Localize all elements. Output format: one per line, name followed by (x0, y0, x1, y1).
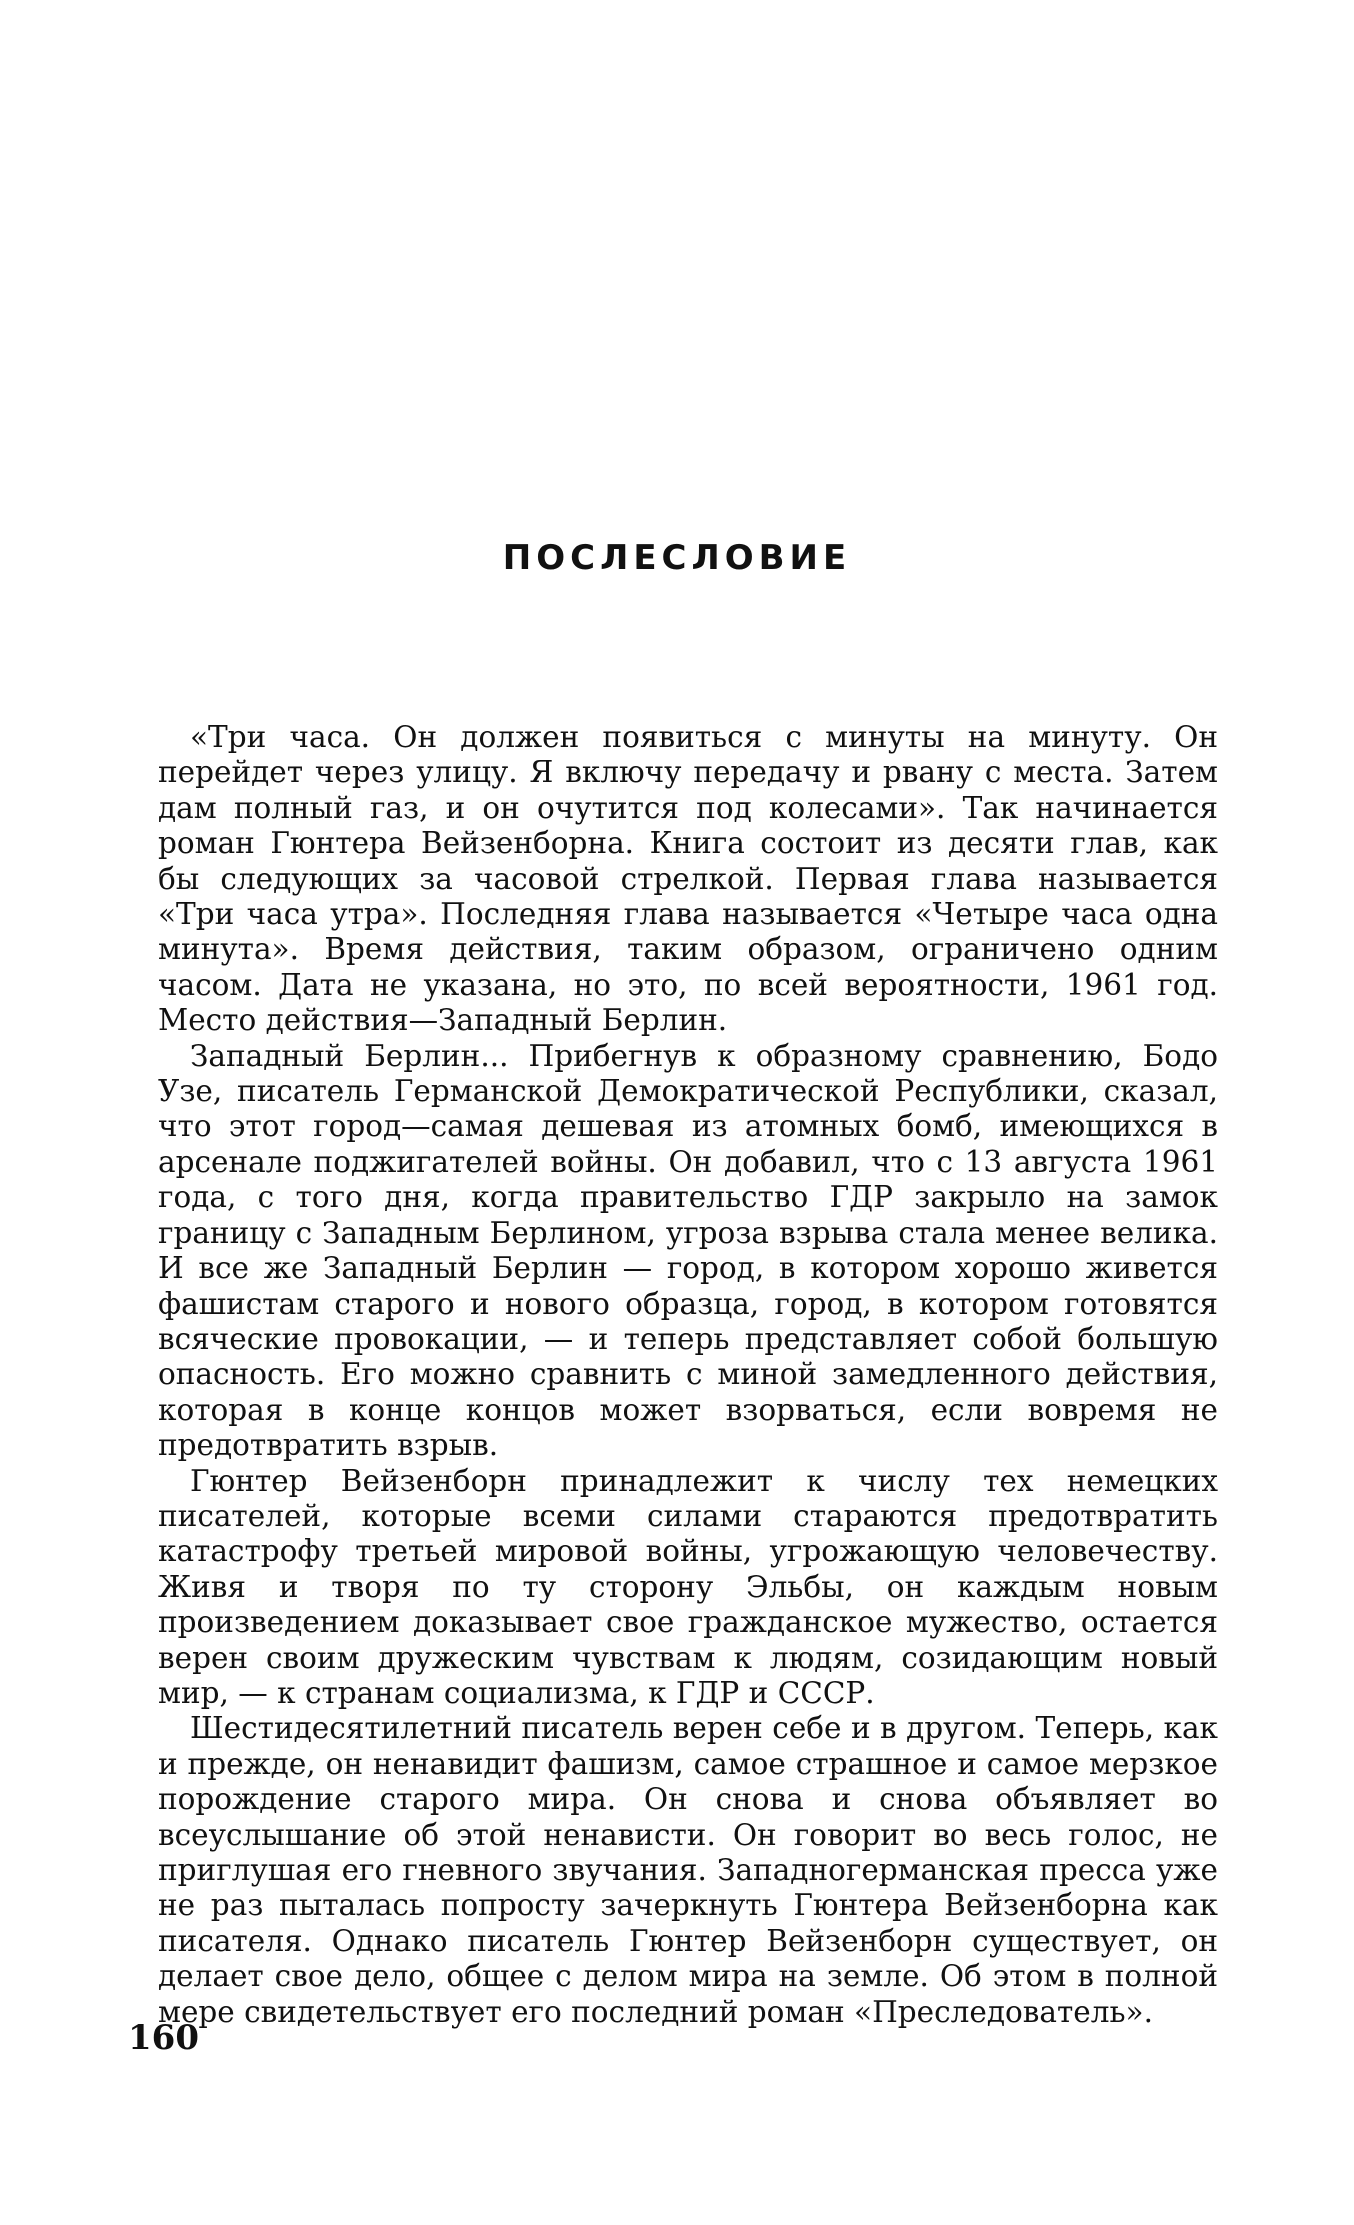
paragraph-4: Шестидесятилетний писатель верен себе и в другом. Теперь, как и прежде, он ненавидит фашизм, самое страшное и самое мерзкое порождение старого мира. Он снова и снова объявляет во всеуслышание об этой ненависти. Он говорит во весь голос, не приглушая его гневного звучания. Западногерманская пресса уже не раз пыталась попросту зачеркнуть Гюнтера Вейзенборна как писателя. Однако писатель Гюнтер Вейзенборн существует, он делает свое дело, общее с делом мира на земле. Об этом в полной мере свидетельствует его последний роман «Преследователь». (158, 1711, 1218, 2029)
page-number: 160 (128, 2018, 199, 2058)
chapter-heading: ПОСЛЕСЛОВИЕ (502, 538, 852, 578)
paragraph-1: «Три часа. Он должен появиться с минуты на минуту. Он перейдет через улицу. Я включу передачу и рвану с места. Затем дам полный газ, и он очутится под колесами». Так начинается роман Гюнтера Вейзенборна. Книга состоит из десяти глав, как бы следующих за часовой стрелкой. Первая глава называется «Три часа утра». Последняя глава называется «Четыре часа одна минута». Время действия, таким образом, ограничено одним часом. Дата не указана, но это, по всей вероятности, 1961 год. Место действия—Западный Берлин. (158, 720, 1218, 1038)
body-text (158, 720, 1218, 2030)
paragraph-3: Гюнтер Вейзенборн принадлежит к числу тех немецких писателей, которые всеми силами стараются предотвратить катастрофу третьей мировой войны, угрожающую человечеству. Живя и творя по ту сторону Эльбы, он каждым новым произведением доказывает свое гражданское мужество, остается верен своим дружеским чувствам к людям, созидающим новый мир, — к странам социализма, к ГДР и СССР. (158, 1463, 1218, 1710)
paragraph-2: Западный Берлин... Прибегнув к образному сравнению, Бодо Узе, писатель Германской Демократической Республики, сказал, что этот город—самая дешевая из атомных бомб, имеющихся в арсенале поджигателей войны. Он добавил, что с 13 августа 1961 года, с того дня, когда правительство ГДР закрыло на замок границу с Западным Берлином, угроза взрыва стала менее велика. И все же Западный Берлин — город, в котором хорошо живется фашистам старого и нового образца, город, в котором готовятся всяческие провокации, — и теперь представляет собой большую опасность. Его можно сравнить с миной замедленного действия, которая в конце концов может взорваться, если вовремя не предотвратить взрыв. (158, 1038, 1218, 1463)
